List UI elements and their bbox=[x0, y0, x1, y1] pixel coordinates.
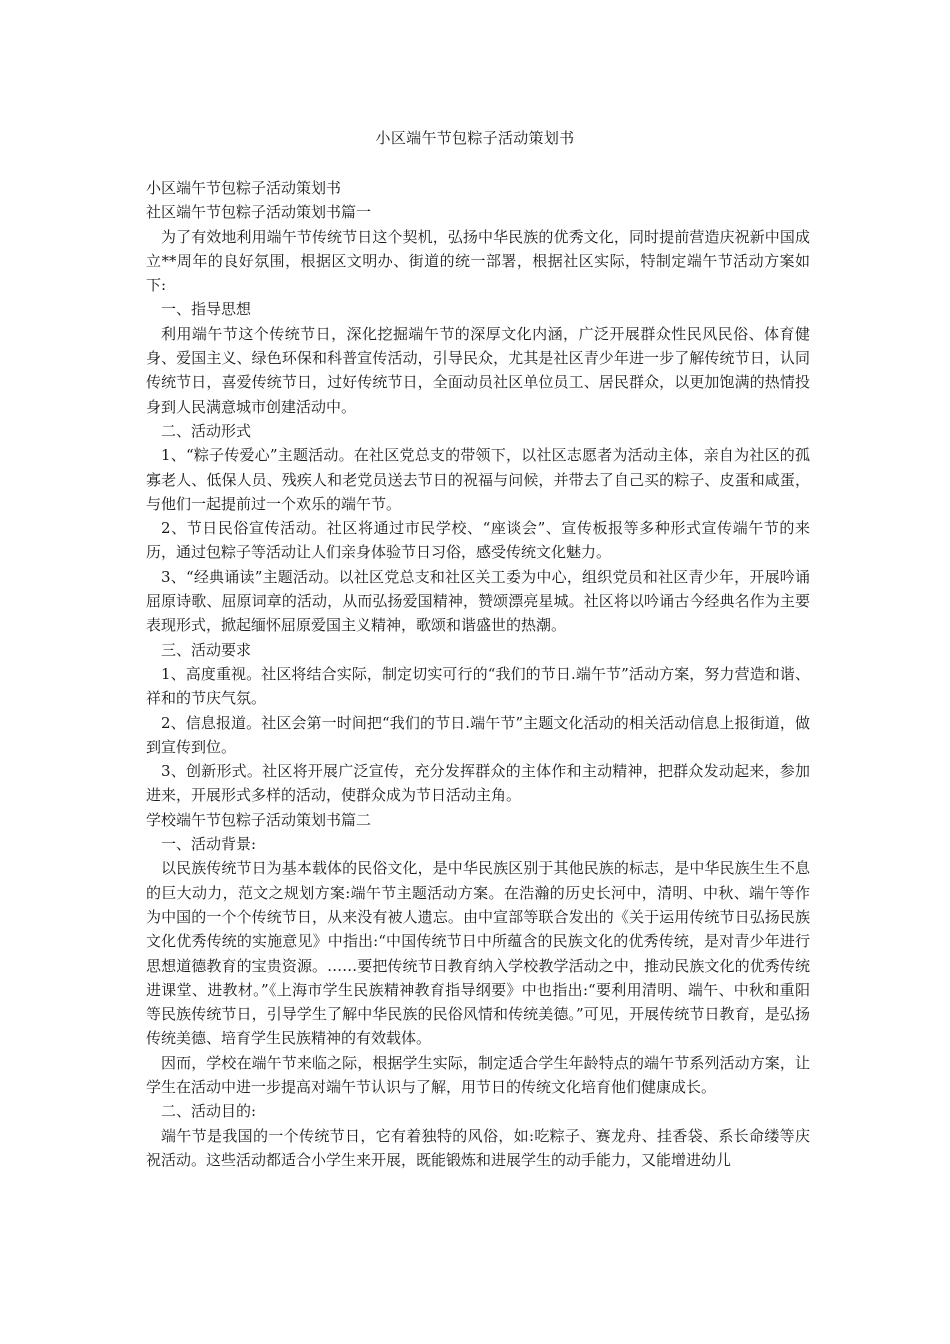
paragraph: 学校端午节包粽子活动策划书篇二 bbox=[146, 810, 372, 829]
paragraph: 小区端午节包粽子活动策划书 bbox=[146, 179, 342, 197]
paragraph: 三、活动要求 bbox=[161, 640, 252, 659]
paragraph: 一、指导思想 bbox=[161, 300, 252, 319]
paragraph: 以民族传统节日为基本载体的民俗文化，是中华民族区别于其他民族的标志，是中华民族生生不息的巨大动力，范文之规划方案:端午节主题活动方案。在浩瀚的历史长河中，清明、中秋、端午等作为中国的一个个传统节日，从来没有被人遗忘。由中宣部等联合发出的《关于运用传统节日弘扬民族文化优秀传统的实施意见》中指出:“中国传统节日中所蕴含的民族文化的优秀传统，是对青少年进行思想道德教育的宝贵资源。……要把传统节日教育纳入学校教学活动之中，推动民族文化的优秀传统进课堂、进教材。”《上海市学生民族精神教育指导纲要》中也指出:“要利用清明、端午、中秋和重阳等民族传统节日，引导学生了解中华民族的民俗风情和传统美德。”可见，开展传统节日教育，是弘扬传统美德、培育学生民族精神的有效载体。 bbox=[146, 859, 810, 1048]
paragraph: 二、活动目的: bbox=[161, 1102, 257, 1121]
paragraph: 1、“粽子传爱心”主题活动。在社区党总支的带领下，以社区志愿者为活动主体，亲自为社区的孤寡老人、低保人员、残疾人和老党员送去节日的祝福与问候，并带去了自己买的粽子、皮蛋和咸蛋，与他们一起提前过一个欢乐的端午节。 bbox=[146, 446, 810, 513]
paragraph: 1、高度重视。社区将结合实际，制定切实可行的“我们的节日.端午节”活动方案，努力营造和谐、祥和的节庆气氛。 bbox=[146, 664, 810, 708]
paragraph: 为了有效地利用端午节传统节日这个契机，弘扬中华民族的优秀文化，同时提前营造庆祝新中国成立**周年的良好氛围，根据区文明办、街道的统一部署，根据社区实际，特制定端午节活动方案如下: bbox=[146, 227, 810, 295]
paragraph: 利用端午节这个传统节日，深化挖掘端午节的深厚文化内涵，广泛开展群众性民风民俗、体育健身、爱国主义、绿色环保和科普宣传活动，引导民众，尤其是社区青少年进一步了解传统节日，认同传统节日，喜爱传统节日，过好传统节日，全面动员社区单位员工、居民群众，以更加饱满的热情投身到人民满意城市创建活动中。 bbox=[146, 324, 810, 416]
document-title: 小区端午节包粽子活动策划书 bbox=[375, 129, 575, 147]
paragraph: 因而，学校在端午节来临之际，根据学生实际，制定适合学生年龄特点的端午节系列活动方案，让学生在活动中进一步提高对端午节认识与了解，用节日的传统文化培育他们健康成长。 bbox=[146, 1053, 810, 1096]
paragraph: 端午节是我国的一个传统节日，它有着独特的风俗，如:吃粽子、赛龙舟、挂香袋、系长命缕等庆祝活动。这些活动都适合小学生来开展，既能锻炼和进展学生的动手能力，又能增进幼儿 bbox=[146, 1126, 810, 1169]
paragraph: 社区端午节包粽子活动策划书篇一 bbox=[146, 203, 372, 222]
paragraph: 一、活动背景: bbox=[161, 835, 257, 854]
paragraph: 2、节日民俗宣传活动。社区将通过市民学校、“座谈会”、宣传板报等多种形式宣传端午节的来历，通过包粽子等活动让人们亲身体验节日习俗，感受传统文化魅力。 bbox=[146, 519, 810, 562]
paragraph: 3、创新形式。社区将开展广泛宣传，充分发挥群众的主体作和主动精神，把群众发动起来，参加进来，开展形式多样的活动，使群众成为节日活动主角。 bbox=[146, 762, 810, 805]
document-body bbox=[146, 176, 810, 1172]
paragraph: 2、信息报道。社区会第一时间把“我们的节日.端午节”主题文化活动的相关活动信息上报街道，做到宣传到位。 bbox=[146, 713, 810, 756]
paragraph: 二、活动形式 bbox=[161, 421, 252, 440]
paragraph: 3、“经典诵读”主题活动。以社区党总支和社区关工委为中心，组织党员和社区青少年，开展吟诵屈原诗歌、屈原词章的活动，从而弘扬爱国精神，赞颂漂亮星城。社区将以吟诵古今经典名作为主要表现形式，掀起缅怀屈原爱国主义精神，歌颂和谐盛世的热潮。 bbox=[146, 567, 810, 635]
